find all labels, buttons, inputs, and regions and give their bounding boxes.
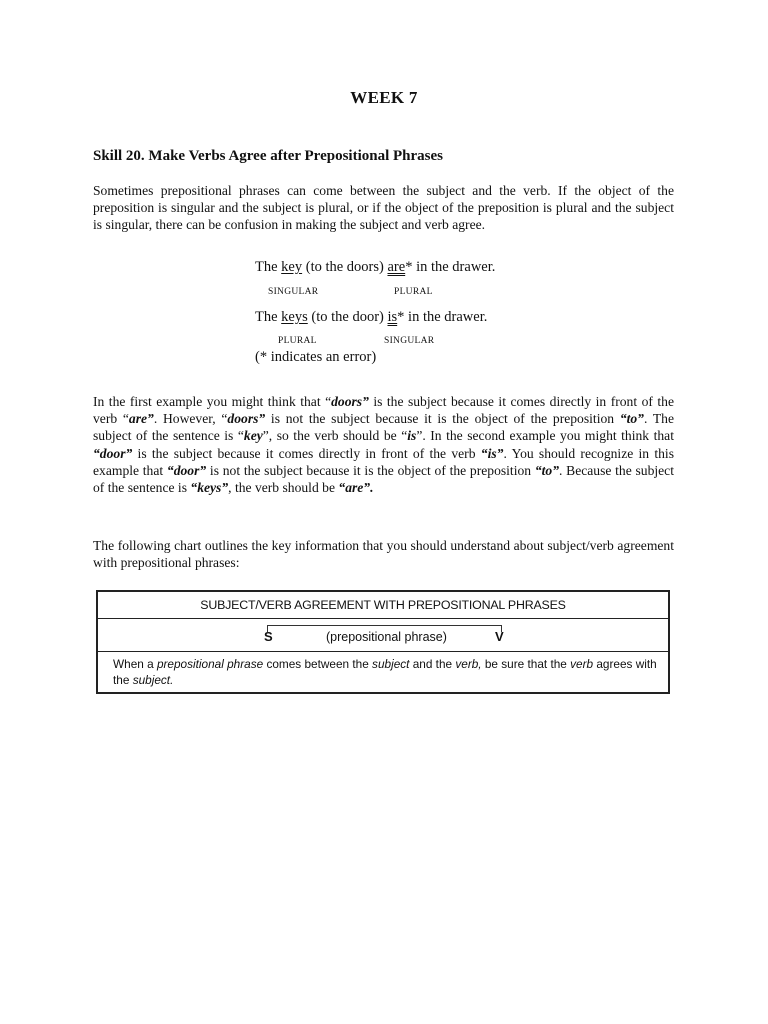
emphasis: subject [372, 657, 410, 671]
text: In the first example you might think that “ [93, 394, 332, 409]
chart-rule-text [113, 656, 658, 688]
text: be sure that the [481, 657, 571, 671]
intro-paragraph: Sometimes prepositional phrases can come between the subject and the verb. If the object of the preposition is singular and the subject is plural, or if the object of the preposition is plural and the subject is singular, there can be confusion in making the subject and verb agree. [93, 183, 674, 233]
text: agrees with the [113, 657, 657, 687]
phrase-marker: (prepositional phrase) [326, 630, 447, 644]
skill-heading: Skill 20. Make Verbs Agree after Prepositional Phrases [93, 148, 443, 164]
explanation-paragraph [93, 393, 674, 496]
text: . However, “ [153, 411, 228, 427]
emphasis: prepositional phrase [156, 657, 264, 671]
example-text: The [255, 309, 282, 325]
text: is not the subject because it is the object of the preposition [206, 462, 535, 478]
label-plural-1: PLURAL [394, 287, 433, 297]
text: is the subject because it comes directly in front of the verb “ [93, 394, 674, 427]
emphasis: doors” [227, 411, 266, 427]
example-verb: is [387, 309, 398, 325]
text: and the [409, 657, 456, 671]
text: . The subject of the sentence is “ [93, 411, 675, 444]
text: When a [113, 657, 157, 671]
emphasis: “keys” [190, 480, 229, 496]
text: , the verb should be [228, 480, 339, 496]
text: . Because the subject of the sentence is [93, 462, 674, 496]
chart-title: SUBJECT/VERB AGREEMENT WITH PREPOSITIONAL PHRASES [98, 592, 668, 619]
chart-intro-paragraph: The following chart outlines the key information that you should understand about subject/verb agreement with prepositional phrases: [93, 538, 674, 571]
verb-marker: V [495, 629, 504, 644]
rule-chart [96, 590, 670, 694]
text: is the subject because it comes directly in front of the verb [132, 445, 481, 461]
label-singular-2: SINGULAR [384, 336, 435, 346]
label-plural-2: PLURAL [278, 336, 317, 346]
example-subject: key [281, 259, 303, 275]
subject-marker: S [264, 629, 273, 644]
text: . You should recognize in this example that [93, 445, 675, 478]
emphasis: “to” [534, 462, 559, 478]
emphasis: key [243, 428, 263, 444]
page-title: WEEK 7 [350, 88, 418, 107]
emphasis: subject. [132, 673, 174, 687]
example-sentence-2 [255, 309, 487, 326]
label-singular-1: SINGULAR [268, 287, 319, 297]
example-text: (to the door) [307, 309, 388, 325]
example-text: (to the doors) [302, 259, 388, 275]
example-verb: are [387, 259, 406, 275]
emphasis: are” [128, 411, 154, 427]
emphasis: doors” [331, 394, 369, 409]
text: ”. In the second example you might think that [416, 428, 674, 444]
example-text: The [255, 259, 282, 275]
example-subject: keys [281, 309, 308, 325]
emphasis: is [407, 428, 417, 444]
emphasis: “is” [480, 445, 504, 461]
text: comes between the [263, 657, 373, 671]
emphasis: “to” [619, 411, 644, 427]
text: is not the subject because it is the object of the preposition [265, 411, 620, 427]
error-note: (* indicates an error) [255, 349, 377, 365]
emphasis: “door” [93, 445, 133, 461]
emphasis: “are”. [338, 480, 374, 496]
example-text: * in the drawer. [405, 259, 496, 275]
example-sentence-1 [255, 259, 495, 276]
emphasis: verb [570, 657, 594, 671]
chart-diagram [98, 619, 668, 652]
text: ”, so the verb should be “ [262, 428, 408, 444]
emphasis: “door” [166, 462, 207, 478]
example-text: * in the drawer. [397, 309, 488, 325]
emphasis: verb, [455, 657, 482, 671]
